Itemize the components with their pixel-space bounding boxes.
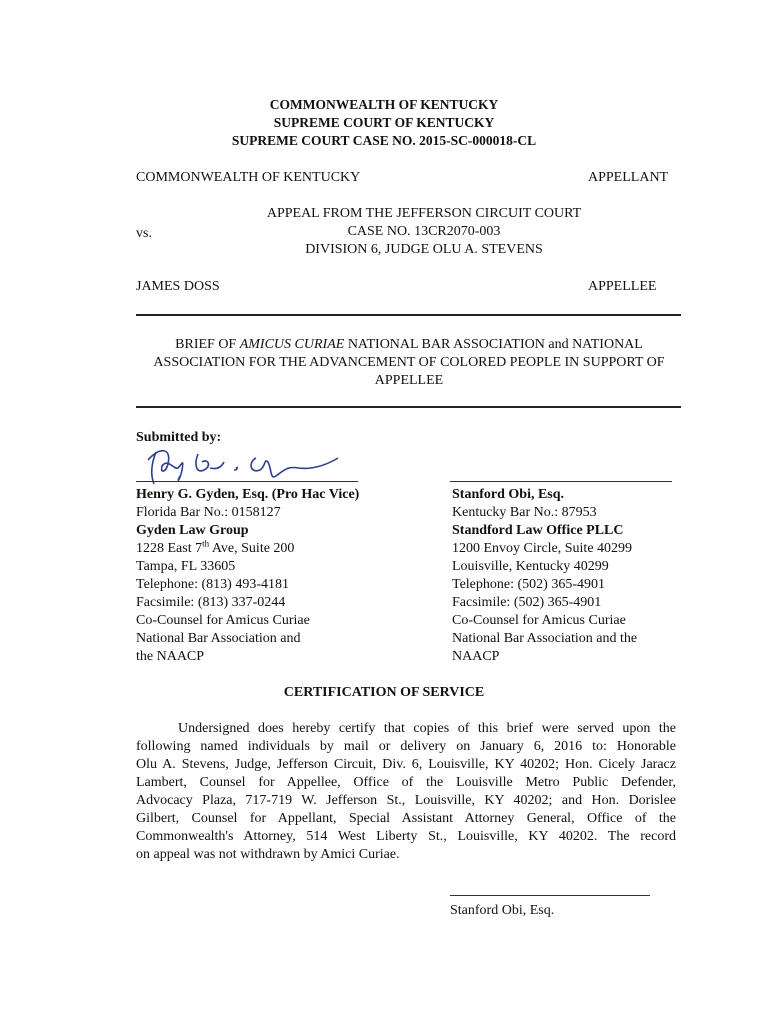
brief-title-prefix: BRIEF OF [175,337,240,352]
certification-line-6: Gilbert, Counsel for Appellant, Special Assistant Attorney General, Office of the [136,811,676,826]
brief-title-rest: NATIONAL BAR ASSOCIATION and NATIONAL [344,337,643,352]
certification-signer: Stanford Obi, Esq. [450,903,555,918]
signature-line-right [450,481,672,482]
counsel-left-address-sup: th [202,538,210,549]
counsel-right-role-3: NAACP [452,649,500,664]
counsel-left-address-2: Tampa, FL 33605 [136,559,236,574]
certification-line-2: following named individuals by mail or delivery on January 6, 2016 to: Honorable [136,739,676,754]
brief-title-line-3: APPELLEE [374,373,444,388]
appellee-label: APPELLEE [588,279,657,294]
handwritten-signature [138,440,358,490]
header-line-2: SUPREME COURT OF KENTUCKY [273,115,495,130]
counsel-left-role-2: National Bar Association and [136,631,301,646]
court-header [0,96,768,150]
counsel-right [452,486,637,666]
counsel-left-name: Henry G. Gyden, Esq. (Pro Hac Vice) [136,487,360,502]
certification-signature-line [450,895,650,896]
certification-line-5: Advocacy Plaza, 717-719 W. Jefferson St., Louisville, KY 40202; and Hon. Dorislee [136,793,676,808]
divider-bottom [136,406,681,408]
counsel-left-role-3: the NAACP [136,649,205,664]
brief-title-italic: AMICUS CURIAE [239,337,345,352]
certification-line-1: Undersigned does hereby certify that copies of this brief were served upon the [178,721,676,736]
certification-line-3: Olu A. Stevens, Judge, Jefferson Circuit, Div. 6, Louisville, KY 40202; Hon. Cicely Jaracz [136,757,676,772]
counsel-right-fax: Facsimile: (502) 365-4901 [452,595,602,610]
counsel-right-role-1: Co-Counsel for Amicus Curiae [452,613,626,628]
counsel-left-phone: Telephone: (813) 493-4181 [136,577,289,592]
counsel-left-firm: Gyden Law Group [136,523,249,538]
certification-line-4: Lambert, Counsel for Appellee, Office of the Louisville Metro Public Defender, [136,775,676,790]
vs-label: vs. [136,226,152,241]
submitted-by-label: Submitted by: [136,430,222,445]
counsel-right-firm: Standford Law Office PLLC [452,523,624,538]
counsel-left-role-1: Co-Counsel for Amicus Curiae [136,613,310,628]
divider-top [136,314,681,316]
brief-title [110,336,708,390]
counsel-right-phone: Telephone: (502) 365-4901 [452,577,605,592]
brief-title-line-2: ASSOCIATION FOR THE ADVANCEMENT OF COLORED PEOPLE IN SUPPORT OF [153,355,665,370]
certification-line-8: on appeal was not withdrawn by Amici Curiae. [136,847,400,862]
appeal-line-1: APPEAL FROM THE JEFFERSON CIRCUIT COURT [266,206,582,221]
counsel-right-role-2: National Bar Association and the [452,631,638,646]
appellant-label: APPELLANT [588,170,669,185]
counsel-left-address-1a: 1228 East 7 [136,541,203,556]
signature-line-left [136,481,358,482]
appellee-party: JAMES DOSS [136,279,220,294]
header-line-1: COMMONWEALTH OF KENTUCKY [269,97,499,112]
certification-paragraph [136,720,676,864]
certification-line-7: Commonwealth's Attorney, 514 West Liberty St., Louisville, KY 40202. The record [136,829,676,844]
counsel-left-fax: Facsimile: (813) 337-0244 [136,595,286,610]
certification-title: CERTIFICATION OF SERVICE [283,685,485,700]
appeal-from-block [190,205,658,259]
counsel-right-name: Stanford Obi, Esq. [452,487,565,502]
counsel-right-address-1: 1200 Envoy Circle, Suite 40299 [452,541,633,556]
counsel-left-bar: Florida Bar No.: 0158127 [136,505,281,520]
counsel-left-address-1 [136,540,359,558]
counsel-left [136,486,359,666]
header-line-3: SUPREME COURT CASE NO. 2015-SC-000018-CL [231,133,537,148]
appeal-line-2: CASE NO. 13CR2070-003 [347,224,501,239]
appeal-line-3: DIVISION 6, JUDGE OLU A. STEVENS [305,242,543,257]
counsel-right-bar: Kentucky Bar No.: 87953 [452,505,597,520]
brief-title-line-1 [110,336,708,354]
counsel-left-address-1b: Ave, Suite 200 [209,541,295,556]
appellant-party: COMMONWEALTH OF KENTUCKY [136,170,361,185]
counsel-right-address-2: Louisville, Kentucky 40299 [452,559,609,574]
